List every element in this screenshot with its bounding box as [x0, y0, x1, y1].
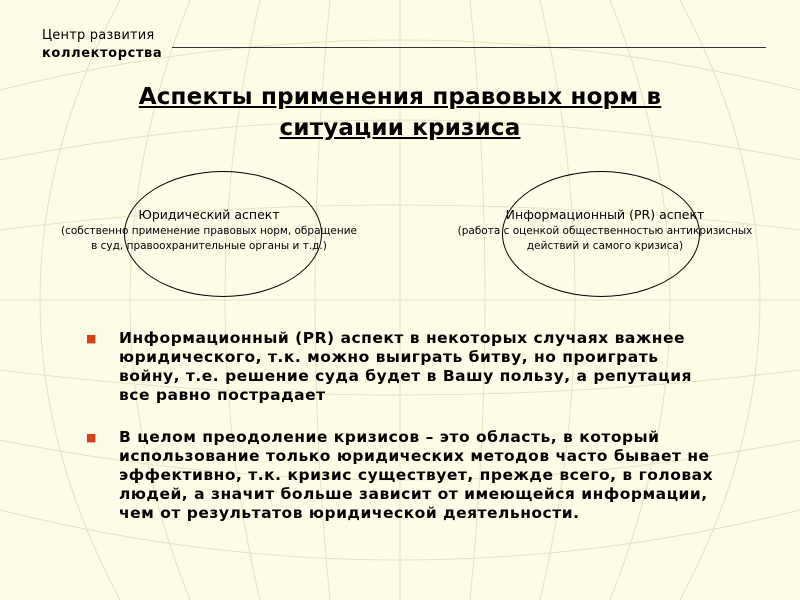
pr-aspect-desc1: (работа с оценкой общественностью антикризисных	[457, 225, 753, 237]
legal-aspect-desc1: (собственно применение правовых норм, обращение	[61, 225, 357, 237]
bullet-list	[86, 329, 726, 546]
header-line2: коллекторства	[42, 46, 163, 61]
bullet-text: В целом преодоление кризисов – это область, в который использование только юридических методов часто бывает не эффективно, т.к. кризис существует, прежде всего, в головах людей, а значит больше зависит от имеющейся информации, чем от результатов юридической деятельности.	[119, 428, 714, 522]
list-item	[86, 329, 726, 405]
header	[42, 27, 162, 63]
legal-aspect	[28, 206, 390, 254]
slide-title	[0, 82, 800, 144]
square-bullet-icon: ■	[86, 332, 97, 345]
square-bullet-icon: ■	[86, 431, 97, 444]
header-line1: Центр развития	[42, 28, 155, 43]
pr-aspect	[424, 206, 786, 254]
pr-aspect-desc2: действий и самого кризиса)	[526, 240, 684, 252]
list-item	[86, 428, 726, 523]
title-line2: ситуации кризиса	[279, 115, 521, 141]
legal-aspect-desc2: в суд, правоохранительные органы и т.д.)	[91, 240, 327, 252]
legal-aspect-title: Юридический аспект	[138, 207, 280, 222]
pr-aspect-title: Информационный (PR) аспект	[505, 207, 705, 222]
bullet-text: Информационный (PR) аспект в некоторых случаях важнее юридического, т.к. можно выиграть битву, но проиграть войну, т.е. решение суда будет в Вашу пользу, а репутация все равно пострадает	[119, 329, 693, 404]
header-divider	[172, 47, 766, 48]
title-line1: Аспекты применения правовых норм в	[138, 84, 662, 110]
